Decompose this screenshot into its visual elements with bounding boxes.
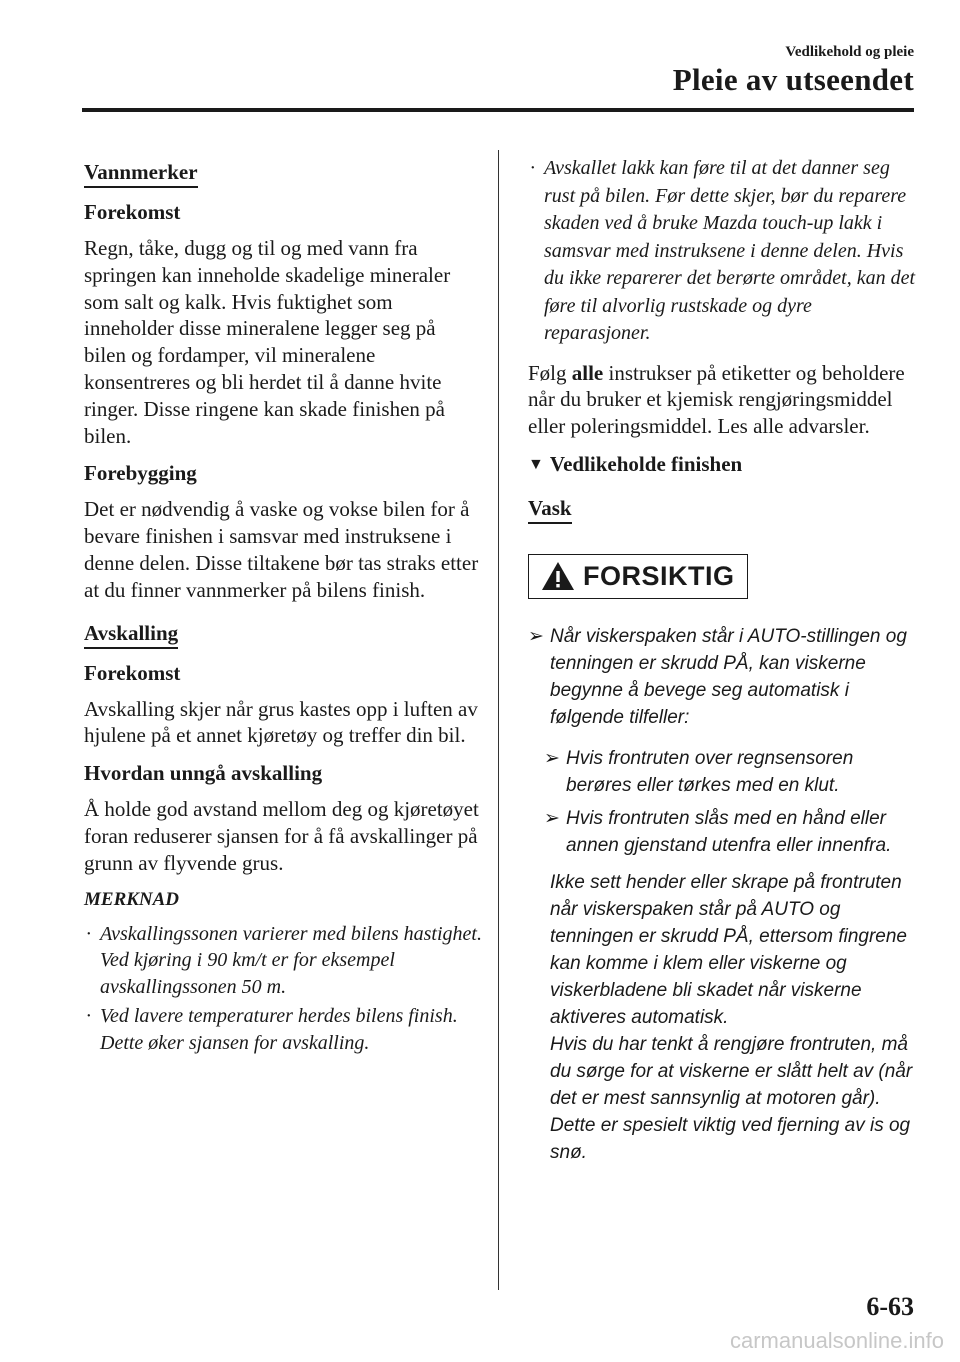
vask-heading: Vask [528, 496, 572, 524]
vannmerker-forekomst-label: Forekomst [84, 200, 181, 224]
note-item: · Avskallet lakk kan føre til at det danner seg rust på bilen. Før dette skjer, bør du reparere skaden ved å bruke Mazda touch-up lakk i samsvar med instruksene i denne delen. Hvis du ikke reparerer det berørte området, kan det føre til alvorlig rustskade og dyre reparasjoner. [530, 157, 916, 344]
bullet-dot-icon: · [530, 157, 535, 179]
caution-box [528, 554, 748, 599]
note-heading: MERKNAD [84, 888, 180, 910]
note-item: · Ved lavere temperaturer herdes bilens finish. Dette øker sjansen for avskalling. [86, 1005, 458, 1054]
note-list [84, 921, 482, 1057]
column-divider [498, 150, 499, 1290]
emphasis-alle: alle [571, 360, 604, 385]
vannmerker-heading: Vannmerker [84, 160, 198, 188]
vannmerker-forekomst-text: Regn, tåke, dugg og til og med vann fra springen kan inneholde skadelige mineraler som salt og kalk. Hvis fuktighet som inneholder disse mineralene legger seg på bilen og fordamper, vil mineralene konsentreres og bli herdet til å danne hvite ringer. Disse ringene kan skade finishen på bilen. [84, 236, 451, 448]
arrow-right-icon: ➢ [528, 625, 544, 647]
right-column [528, 155, 918, 1166]
triangle-down-icon: ▼ [528, 455, 544, 473]
follow-instructions-text: Følg alle instrukser på etiketter og beholdere når du bruker et kjemisk rengjøringsmiddel eller poleringsmiddel. Les alle advarsler. [528, 360, 905, 439]
header-section: Vedlikehold og pleie [785, 44, 914, 60]
caution-paragraph: Ikke sett hender eller skrape på frontruten når viskerspaken står på AUTO og tenningen er skrudd PÅ, ettersom fingrene kan komme i klem eller viskerne og viskerbladene bli skadet når viskerne aktiveres automatisk. [550, 871, 907, 1028]
note-list-continued [528, 155, 918, 348]
avskalling-forekomst-text: Avskalling skjer når grus kastes opp i luften av hjulene på et annet kjøretøy og treffer din bil. [84, 696, 478, 748]
arrow-right-icon: ➢ [544, 747, 560, 769]
caution-subitem: ➢ Hvis frontruten over regnsensoren berøres eller tørkes med en klut. [544, 745, 918, 799]
note-item: · Avskallingssonen varierer med bilens hastighet. Ved kjøring i 90 km/t er for eksempel avskallingssonen 50 m. [86, 922, 482, 998]
arrow-right-icon: ➢ [544, 807, 560, 829]
bullet-dot-icon: · [86, 1005, 91, 1028]
caution-label: FORSIKTIG [583, 560, 735, 591]
avskalling-unnga-label: Hvordan unngå avskalling [84, 761, 323, 786]
avskalling-heading: Avskalling [84, 621, 178, 649]
page-number: 6-63 [866, 1292, 914, 1321]
caution-subitem: ➢ Hvis frontruten slås med en hånd eller annen gjenstand utenfra eller innenfra. [544, 805, 918, 859]
warning-triangle-icon [541, 561, 575, 591]
left-column [84, 155, 482, 1059]
caution-item: ➢ Når viskerspaken står i AUTO-stillingen og tenningen er skrudd PÅ, kan viskerne begynne å bevege seg automatisk i følgende tilfeller: [528, 623, 918, 731]
avskalling-forekomst-label: Forekomst [84, 660, 181, 685]
page-title: Pleie av utseendet [672, 62, 914, 97]
header-rule [82, 108, 914, 112]
avskalling-unnga-text: Å holde god avstand mellom deg og kjøretøyet foran reduserer sjansen for å få avskallinger på grunn av flyvende grus. [84, 797, 479, 875]
caution-paragraph: Hvis du har tenkt å rengjøre frontruten, må du sørge for at viskerne er slått helt av (når det er mest sannsynlig at motoren går). Dette er spesielt viktig ved fjerning av is og snø. [550, 1033, 913, 1163]
section-heading: ▼ Vedlikeholde finishen [528, 451, 743, 476]
watermark: carmanualsonline.info [729, 1328, 944, 1353]
vannmerker-forebygging-text: Det er nødvendig å vaske og vokse bilen for å bevare finishen i samsvar med instruksene i denne delen. Disse tiltakene bør tas straks etter at du finner vannmerker på bilens finish. [84, 497, 479, 602]
bullet-dot-icon: · [86, 922, 91, 945]
vannmerker-forebygging-label: Forebygging [84, 461, 197, 486]
